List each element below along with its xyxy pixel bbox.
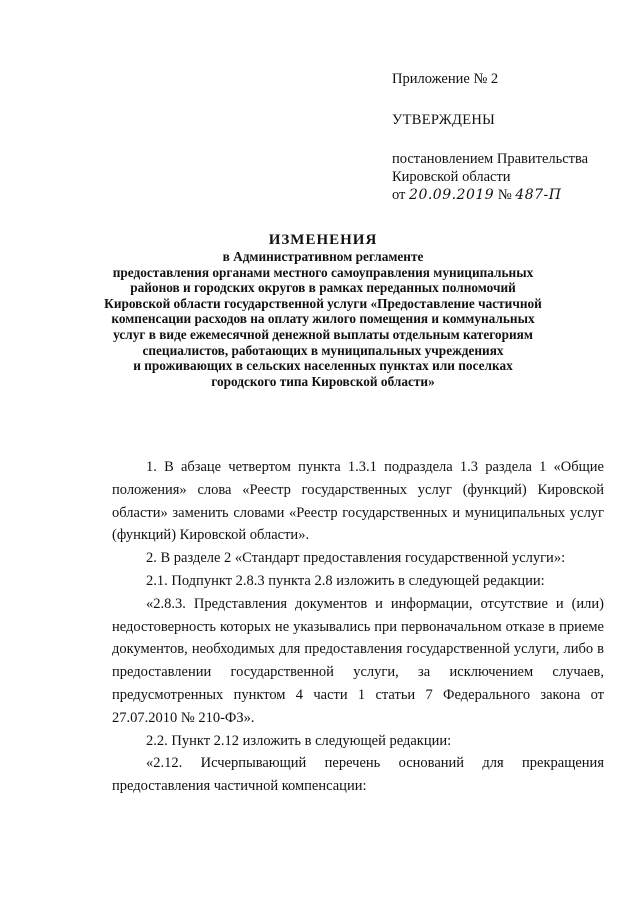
paragraph-1: 1. В абзаце четвертом пункта 1.3.1 подраздела 1.3 раздела 1 «Общие положения» слова «Реестр государственных услуг (функций) Кировской области» заменить словами «Реестр государственных и муниципальных услуг (функций) Кировской области». (112, 459, 604, 544)
heading-line-2: предоставления органами местного самоуправления муниципальных (112, 264, 534, 280)
heading-title: ИЗМЕНЕНИЯ (268, 232, 378, 248)
heading-line-7: специалистов, работающих в муниципальных учреждениях (142, 342, 504, 358)
heading-line-9: городского типа Кировской области» (211, 373, 435, 389)
paragraph-2: 2. В разделе 2 «Стандарт предоставления государственной услуги»: (146, 550, 566, 567)
heading-line-5: компенсации расходов на оплату жилого помещения и коммунальных (111, 311, 535, 327)
approval-block (392, 70, 622, 204)
document-body (112, 456, 604, 798)
paragraph-5: 2.2. Пункт 2.12 изложить в следующей редакции: (146, 732, 452, 749)
approved-label: УТВЕРЖДЕНЫ (392, 112, 496, 128)
document-heading (100, 231, 546, 389)
heading-line-1: в Административном регламенте (222, 249, 424, 264)
heading-line-6: услуг в виде ежемесячной денежной выплаты отдельным категориям (113, 326, 533, 342)
number-prefix: № (497, 187, 512, 203)
handwritten-number: 487-П (515, 187, 562, 203)
date-prefix: от (392, 187, 406, 203)
decree-line-2: Кировской области (392, 169, 511, 185)
decree-line-1: постановлением Правительства (392, 151, 589, 167)
decree-date-line (392, 186, 622, 204)
paragraph-3: 2.1. Подпункт 2.8.3 пункта 2.8 изложить в следующей редакции: (146, 572, 545, 589)
heading-line-3: районов и городских округов в рамках переданных полномочий (130, 280, 516, 296)
appendix-label: Приложение № 2 (392, 71, 499, 87)
paragraph-4: «2.8.3. Представления документов и информации, отсутствие и (или) недостоверность которых не указывались при первоначальном отказе в приеме документов, необходимых для предоставления государственной услуги, либо в предоставлении государственной услуги, за исключением случаев, предусмотренных пунктом 4 части 1 статьи 7 Федерального закона от 27.07.2010 № 210-ФЗ». (112, 595, 604, 726)
heading-line-4: Кировской области государственной услуги «Предоставление частичной (104, 295, 542, 311)
heading-line-8: и проживающих в сельских населенных пунктах или поселках (133, 358, 513, 374)
handwritten-date: 20.09.2019 (409, 187, 495, 203)
paragraph-6: «2.12. Исчерпывающий перечень оснований для прекращения предоставления частичной компенсации: (112, 755, 604, 795)
